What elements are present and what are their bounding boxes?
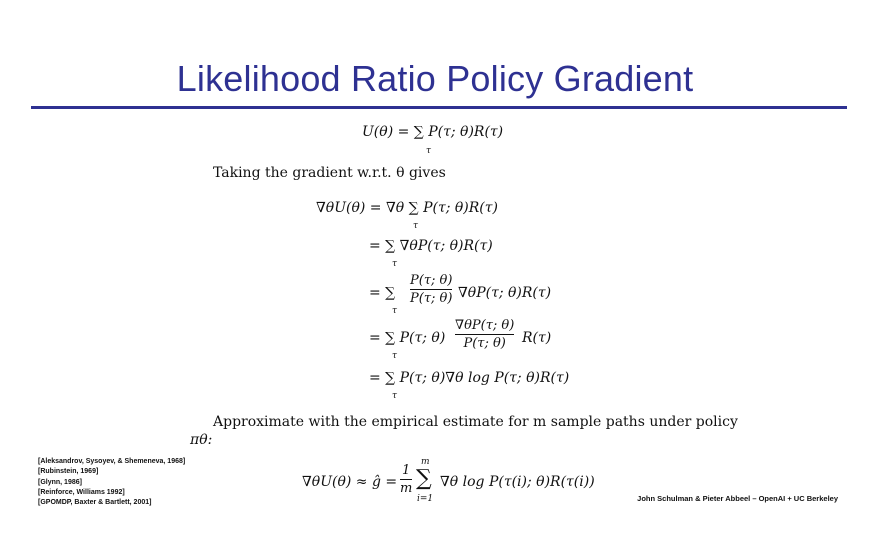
final-estimator-suffix: ∇θ log P(τ(i); θ)R(τ(i)) — [440, 474, 595, 490]
reference-item: [Reinforce, Williams 1992] — [38, 488, 125, 496]
final-sum-upper-limit: m — [421, 457, 430, 467]
policy-symbol-text: πθ: — [190, 432, 213, 448]
derivation-line-3-prefix: = ∑ — [369, 285, 396, 301]
final-sum-symbol: ∑ — [416, 466, 432, 491]
final-estimator-fraction — [400, 463, 412, 496]
slide-title: Likelihood Ratio Policy Gradient — [176, 58, 694, 99]
derivation-line-4-denominator: P(τ; θ) — [463, 336, 506, 351]
reference-item: [Rubinstein, 1969] — [38, 468, 99, 476]
references — [38, 457, 185, 508]
final-sum-lower-limit: i=1 — [417, 494, 434, 504]
slide-footer-credits: John Schulman & Pieter Abbeel – OpenAI + UC Berkeley — [637, 494, 838, 503]
derivation-line-1: ∇θU(θ) = ∇θ ∑ P(τ; θ)R(τ) — [316, 200, 498, 216]
utility-equation — [362, 124, 503, 140]
derivation-line-5: = ∑ P(τ; θ)∇θ log P(τ; θ)R(τ) — [369, 370, 570, 386]
derivation-line-4-suffix: R(τ) — [522, 330, 552, 346]
reference-item: [Aleksandrov, Sysoyev, & Shemeneva, 1968] — [38, 458, 186, 465]
derivation-line-4-numerator: ∇θP(τ; θ) — [455, 318, 515, 333]
utility-sum-subscript: τ — [426, 146, 431, 156]
derivation-line-2-subscript: τ — [392, 259, 397, 269]
fraction-bar — [410, 289, 452, 290]
final-estimator-numerator: 1 — [402, 463, 411, 478]
fraction-bar — [400, 479, 412, 480]
utility-equation-text: U(θ) = ∑ P(τ; θ)R(τ) — [362, 124, 504, 140]
derivation-line-4-fraction — [455, 318, 514, 351]
final-estimator-denominator: m — [400, 481, 413, 496]
derivation-line-3-denominator: P(τ; θ) — [410, 291, 453, 306]
derivation-line-2: = ∑ ∇θP(τ; θ)R(τ) — [369, 238, 493, 254]
derivation-line-1-subscript: τ — [413, 221, 418, 231]
reference-item: [Glynn, 1986] — [38, 478, 82, 486]
approximation-text: Approximate with the empirical estimate for m sample paths under policy — [213, 414, 738, 430]
derivation-line-3-numerator: P(τ; θ) — [410, 273, 453, 288]
derivation-line-5-subscript: τ — [392, 391, 397, 401]
derivation-line-3-subscript: τ — [392, 306, 397, 316]
derivation-line-4-prefix: = ∑ P(τ; θ) — [369, 330, 446, 346]
derivation-line-3-fraction — [410, 273, 452, 306]
derivation-line-4-subscript: τ — [392, 351, 397, 361]
derivation-line-3-suffix: ∇θP(τ; θ)R(τ) — [458, 285, 552, 301]
title-underline — [31, 106, 847, 109]
gradient-intro-text: Taking the gradient w.r.t. θ gives — [213, 165, 446, 181]
final-estimator-prefix: ∇θU(θ) ≈ ĝ = — [302, 474, 398, 490]
fraction-bar — [455, 334, 514, 335]
reference-item: [GPOMDP, Baxter & Bartlett, 2001] — [38, 499, 152, 507]
